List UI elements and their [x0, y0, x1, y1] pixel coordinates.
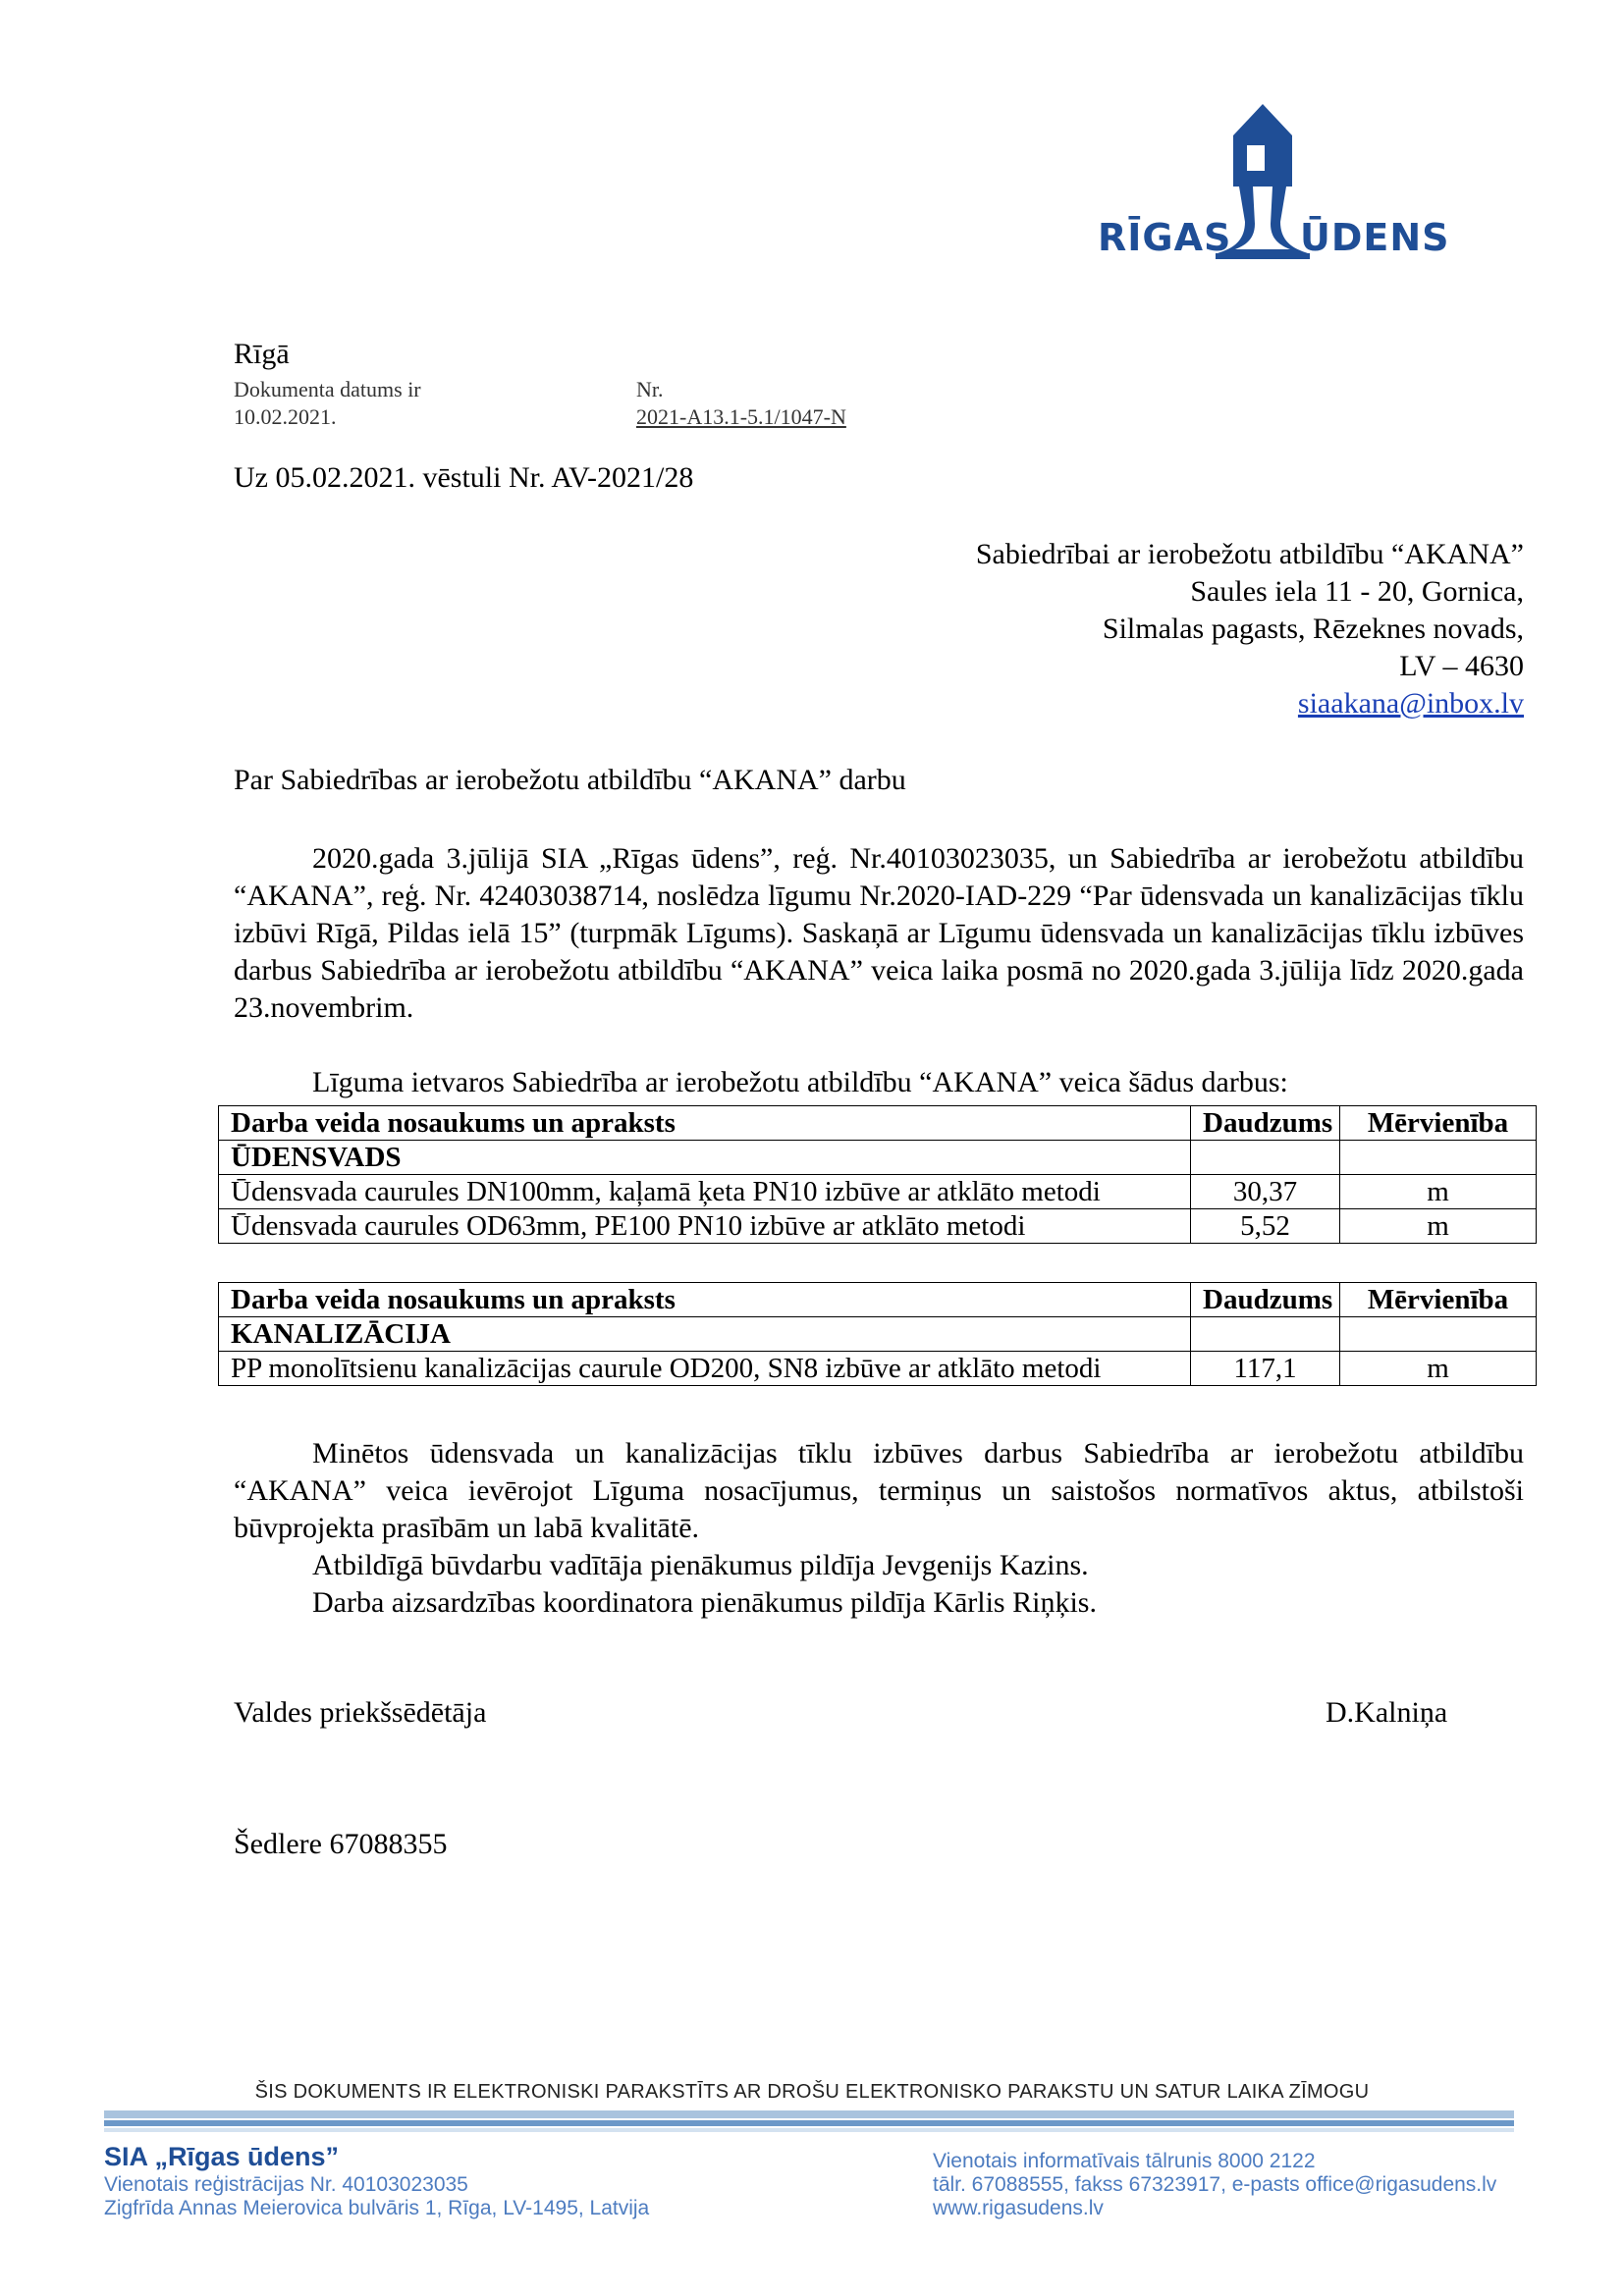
- date-value: 10.02.2021.: [234, 404, 337, 429]
- table-cell: Ūdensvada caurules DN100mm, kaļamā ķeta PN10 izbūve ar atklāto metodi: [219, 1175, 1191, 1209]
- body-paragraph-3: Minētos ūdensvada un kanalizācijas tīklu izbūves darbus Sabiedrība ar ierobežotu atbildību “AKANA” veica ievērojot Līguma nosacījumus, termiņus un saistošos normatīvos aktus, atbilstoši būvprojekta prasībām un labā kvalitātē.: [234, 1437, 1524, 1544]
- table-section-label: ŪDENSVADS: [219, 1141, 1191, 1175]
- footer-registration: Vienotais reģistrācijas Nr. 40103023035: [104, 2173, 468, 2196]
- footer-website[interactable]: www.rigasudens.lv: [933, 2197, 1104, 2219]
- table-section-label: KANALIZĀCIJA: [219, 1317, 1191, 1352]
- table-cell: 5,52: [1191, 1209, 1340, 1244]
- contact-person: Šedlere 67088355: [234, 1828, 448, 1860]
- table-cell: PP monolītsienu kanalizācijas caurule OD200, SN8 izbūve ar atklāto metodi: [219, 1352, 1191, 1386]
- table-header-row: [219, 1106, 1537, 1141]
- table-header-cell: Darba veida nosaukums un apraksts: [219, 1106, 1191, 1141]
- table-row: [219, 1175, 1537, 1209]
- table-header-cell: Daudzums: [1191, 1106, 1340, 1141]
- works-table-water: [218, 1105, 1537, 1244]
- recipient-address: [738, 536, 1524, 722]
- table-section-row: [219, 1317, 1537, 1352]
- reference-line: Uz 05.02.2021. vēstuli Nr. AV-2021/28: [234, 461, 694, 494]
- body-paragraph-4: Atbildīgā būvdarbu vadītāja pienākumus pildīja Jevgenijs Kazins.: [312, 1549, 1089, 1581]
- table-header-cell: Daudzums: [1191, 1283, 1340, 1317]
- signatory-name: D.Kalniņa: [1326, 1696, 1448, 1729]
- table-section-row: [219, 1141, 1537, 1175]
- recipient-postcode: LV – 4630: [1399, 650, 1524, 682]
- recipient-name: Sabiedrībai ar ierobežotu atbildību “AKANA”: [975, 538, 1524, 570]
- table-cell: m: [1340, 1175, 1537, 1209]
- table-header-cell: Mērvienība: [1340, 1283, 1537, 1317]
- table-header-row: [219, 1283, 1537, 1317]
- footer-stripe: [104, 2110, 1514, 2134]
- logo-word-rigas: RĪGAS: [1098, 216, 1232, 259]
- table-cell: 30,37: [1191, 1175, 1340, 1209]
- table-header-cell: Mērvienība: [1340, 1106, 1537, 1141]
- footer-phone: Vienotais informatīvais tālrunis 8000 2122: [933, 2150, 1316, 2172]
- footer-left-block: [104, 2173, 649, 2220]
- e-signature-notice: ŠIS DOKUMENTS IR ELEKTRONISKI PARAKSTĪTS AR DROŠU ELEKTRONISKO PARAKSTU UN SATUR LAIKA ZĪMOGU: [254, 2081, 1370, 2103]
- footer-contacts: tālr. 67088555, fakss 67323917, e-pasts office@rigasudens.lv: [933, 2173, 1497, 2196]
- body-paragraph-2: Līguma ietvaros Sabiedrība ar ierobežotu atbildību “AKANA” veica šādus darbus:: [312, 1066, 1288, 1098]
- table-header-cell: Darba veida nosaukums un apraksts: [219, 1283, 1191, 1317]
- letter-subject: Par Sabiedrības ar ierobežotu atbildību “AKANA” darbu: [234, 764, 906, 796]
- footer-company-name: SIA „Rīgas ūdens”: [104, 2142, 340, 2171]
- table-cell: 117,1: [1191, 1352, 1340, 1386]
- nr-label: Nr.: [636, 377, 664, 401]
- footer-address: Zigfrīda Annas Meierovica bulvāris 1, Rīga, LV-1495, Latvija: [104, 2197, 650, 2219]
- footer-right-block: [933, 2150, 1496, 2220]
- recipient-email-link[interactable]: siaakana@inbox.lv: [1297, 687, 1524, 720]
- recipient-street: Saules iela 11 - 20, Gornica,: [1190, 575, 1524, 608]
- signatory-title: Valdes priekšsēdētāja: [234, 1696, 487, 1729]
- table-row: [219, 1209, 1537, 1244]
- table-cell: Ūdensvada caurules OD63mm, PE100 PN10 izbūve ar atklāto metodi: [219, 1209, 1191, 1244]
- date-label: Dokumenta datums ir: [234, 377, 421, 401]
- logo-word-udens: ŪDENS: [1300, 216, 1450, 259]
- recipient-region: Silmalas pagasts, Rēzeknes novads,: [1102, 613, 1524, 645]
- table-cell: m: [1340, 1352, 1537, 1386]
- works-table-sewer: [218, 1282, 1537, 1386]
- company-logo: [1098, 96, 1450, 263]
- body-paragraph-5: Darba aizsardzības koordinatora pienākumus pildīja Kārlis Riņķis.: [312, 1586, 1097, 1619]
- table-cell: m: [1340, 1209, 1537, 1244]
- document-city: Rīgā: [234, 338, 290, 370]
- nr-value: 2021-A13.1-5.1/1047-N: [636, 404, 846, 429]
- body-paragraph-1: 2020.gada 3.jūlijā SIA „Rīgas ūdens”, reģ. Nr.40103023035, un Sabiedrība ar ierobežotu atbildību “AKANA”, reģ. Nr. 42403038714, noslēdza līgumu Nr.2020-IAD-229 “Par ūdensvada un kanalizācijas tīklu izbūvi Rīgā, Pildas ielā 15” (turpmāk Līgums). Saskaņā ar Līgumu ūdensvada un kanalizācijas tīklu izbūves darbus Sabiedrība ar ierobežotu atbildību “AKANA” veica laika posmā no 2020.gada 3.jūlija līdz 2020.gada 23.novembrim.: [234, 842, 1524, 1024]
- table-row: [219, 1352, 1537, 1386]
